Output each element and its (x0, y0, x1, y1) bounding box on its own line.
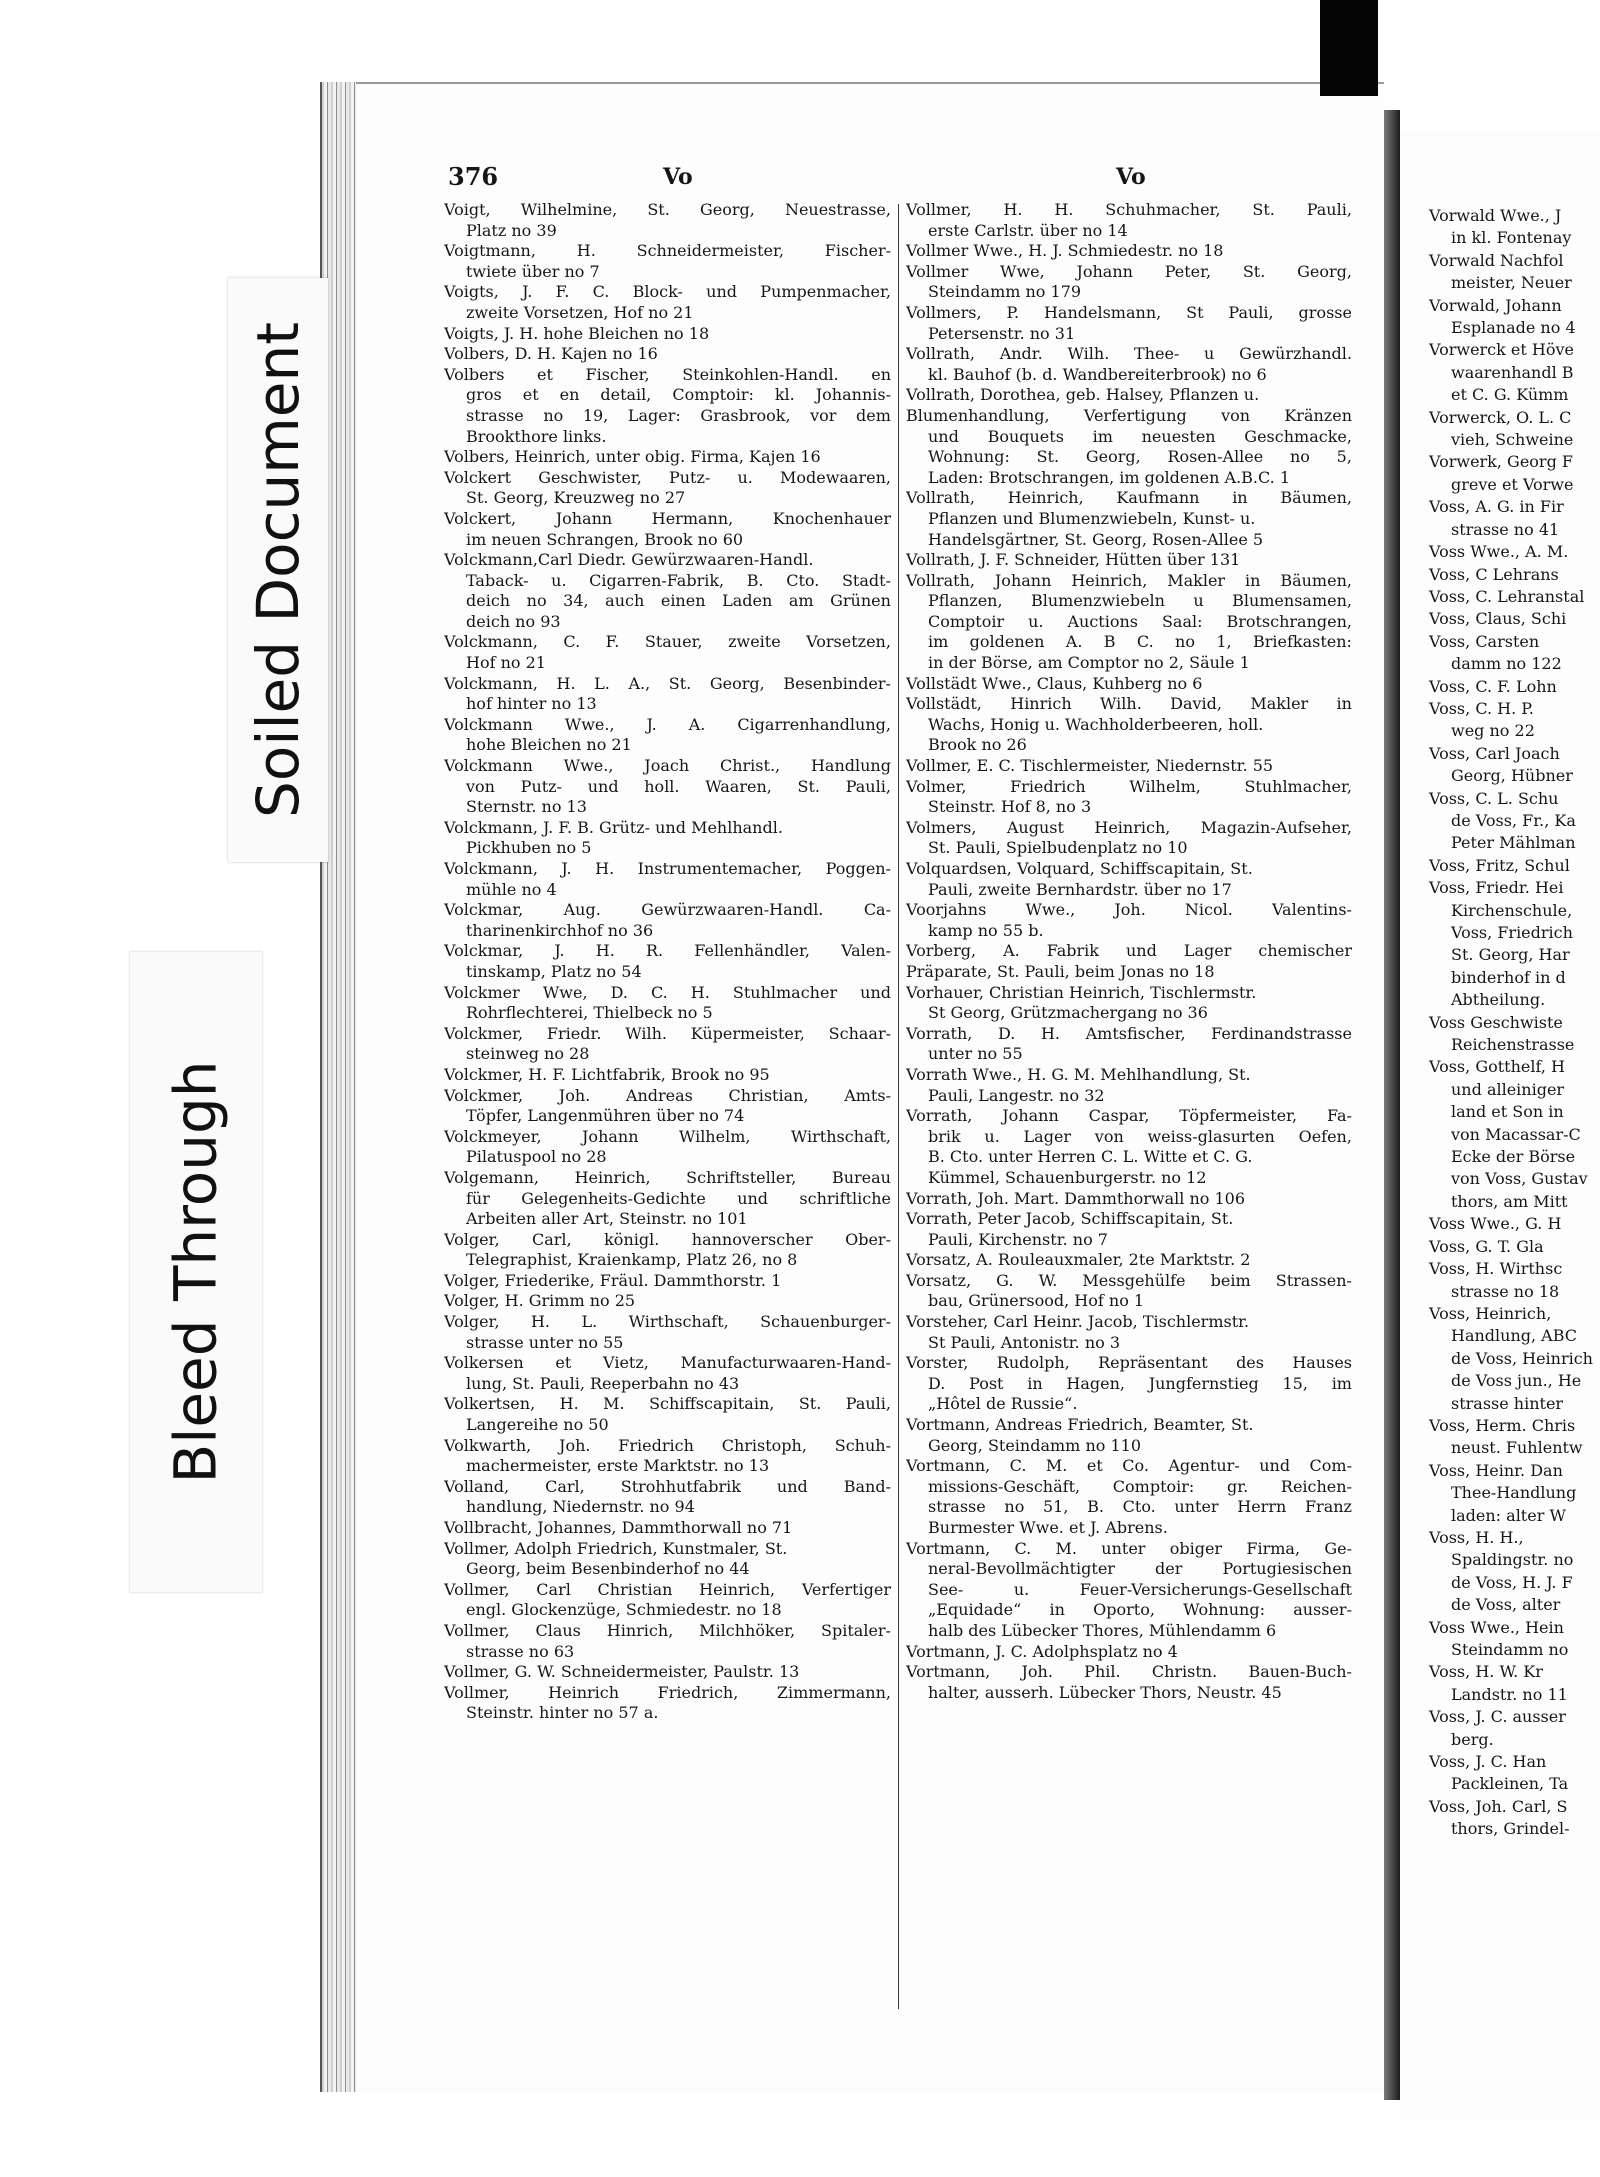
directory-line: von Macassar-C (1451, 1124, 1581, 1144)
directory-line: Wachs, Honig u. Wachholderbeeren, holl. (928, 714, 1264, 734)
directory-line: Volbers et Fischer, Steinkohlen-Handl. en (444, 364, 891, 384)
directory-line: Voss, C. L. Schu (1429, 788, 1559, 808)
directory-line: machermeister, erste Marktstr. no 13 (466, 1456, 770, 1476)
directory-line: Pflanzen, Blumenzwiebeln u Blumensamen, (928, 591, 1352, 611)
directory-line: See- u. Feuer-Versicherungs-Gesellschaft (928, 1579, 1352, 1599)
directory-column-left (444, 200, 891, 1724)
directory-line: binderhof in d (1451, 967, 1566, 987)
directory-line: et C. G. Kümm (1451, 385, 1569, 405)
directory-line: Steindamm no 179 (928, 282, 1082, 302)
directory-line: Vollmer, H. H. Schuhmacher, St. Pauli, (906, 200, 1352, 219)
directory-line: Vollmer, Claus Hinrich, Milchhöker, Spitaler- (444, 1620, 891, 1640)
directory-line: Georg, beim Besenbinderhof no 44 (466, 1559, 750, 1579)
directory-line: Volkwarth, Joh. Friedrich Christoph, Schuh- (444, 1435, 891, 1455)
directory-line: Voss, Carl Joach (1429, 743, 1560, 763)
directory-line: Volckert, Johann Hermann, Knochenhauer (444, 508, 891, 528)
directory-line: St. Pauli, Spielbudenplatz no 10 (928, 838, 1188, 858)
directory-line: Volckmeyer, Johann Wilhelm, Wirthschaft, (444, 1126, 891, 1146)
directory-line: Burmester Wwe. et J. Abrens. (928, 1518, 1168, 1537)
directory-line: im goldenen A. B C. no 1, Briefkasten: (928, 632, 1352, 652)
bleed-through-text: Bleed Through (162, 1060, 231, 1484)
directory-line: strasse hinter (1451, 1393, 1564, 1413)
directory-line: Volckmann, J. F. B. Grütz- und Mehlhandl. (444, 817, 783, 837)
directory-line: neust. Fuhlentw (1451, 1438, 1583, 1458)
directory-line: Voss, C. Lehranstal (1429, 586, 1585, 606)
directory-line: strasse no 51, B. Cto. unter Herrn Franz (928, 1497, 1352, 1517)
directory-line: thors, am Mitt (1451, 1191, 1568, 1211)
directory-line: für Gelegenheits-Gedichte und schriftliche (466, 1188, 891, 1208)
directory-line: Töpfer, Langenmühren über no 74 (466, 1106, 745, 1126)
directory-line: waarenhandl B (1451, 362, 1574, 382)
directory-line: Volckmar, J. H. R. Fellenhändler, Valen- (444, 941, 891, 961)
directory-line: tinskamp, Platz no 54 (466, 961, 642, 981)
directory-line: Voss Wwe., G. H (1429, 1214, 1562, 1234)
directory-line: neral-Bevollmächtigter der Portugiesischen (928, 1559, 1352, 1579)
directory-line: Vollrath, J. F. Schneider, Hütten über 131 (906, 550, 1241, 570)
directory-line: Abtheilung. (1451, 990, 1546, 1010)
directory-line: Volckmann Wwe., Joach Christ., Handlung (444, 756, 891, 776)
directory-line: Voss, Heinr. Dan (1429, 1460, 1563, 1480)
directory-line: strasse no 63 (466, 1641, 575, 1661)
directory-line: Vorwerck, O. L. C (1429, 407, 1572, 427)
directory-line: hof hinter no 13 (466, 694, 597, 714)
directory-line: Vollmer Wwe, Johann Peter, St. Georg, (906, 261, 1352, 281)
directory-column-right (906, 200, 1352, 1703)
directory-line: Hof no 21 (466, 653, 546, 673)
directory-line: Kirchenschule, (1451, 900, 1573, 920)
directory-line: Landstr. no 11 (1451, 1684, 1568, 1704)
directory-line: Volckmann, C. F. Stauer, zweite Vorsetzen, (444, 632, 891, 652)
directory-line: Kümmel, Schauenburgerstr. no 12 (928, 1167, 1207, 1187)
directory-line: St. Georg, Har (1451, 945, 1570, 965)
directory-line: Volger, H. L. Wirthschaft, Schauenburger- (444, 1312, 891, 1332)
directory-line: Peter Mählman (1451, 833, 1576, 853)
directory-line: kl. Bauhof (b. d. Wandbereiterbrook) no 6 (928, 364, 1267, 384)
directory-line: de Voss, Fr., Ka (1451, 810, 1576, 830)
directory-line: engl. Glockenzüge, Schmiedestr. no 18 (466, 1600, 782, 1620)
directory-line: Steinstr. hinter no 57 a. (466, 1703, 659, 1723)
directory-line: Vollstädt Wwe., Claus, Kuhberg no 6 (906, 673, 1203, 693)
directory-line: Handelsgärtner, St. Georg, Rosen-Allee 5 (928, 529, 1264, 549)
directory-line: im neuen Schrangen, Brook no 60 (466, 529, 744, 549)
directory-line: Vorsatz, G. W. Messgehülfe beim Strassen- (906, 1270, 1352, 1290)
directory-line: Voss, Gotthelf, H (1429, 1057, 1565, 1077)
directory-line: Georg, Hübner (1451, 766, 1573, 786)
directory-line: „Hôtel de Russie“. (928, 1394, 1078, 1414)
directory-line: Vortmann, C. M. unter obiger Firma, Ge- (906, 1538, 1352, 1558)
directory-line: Präparate, St. Pauli, beim Jonas no 18 (906, 961, 1215, 981)
directory-line: Pilatuspool no 28 (466, 1147, 607, 1167)
directory-line: laden: alter W (1451, 1505, 1566, 1525)
directory-line: weg no 22 (1451, 721, 1535, 741)
directory-line: Vorster, Rudolph, Repräsentant des Hauses (906, 1353, 1352, 1373)
directory-line: Voss, Heinrich, (1429, 1303, 1552, 1323)
directory-line: Vollrath, Andr. Wilh. Thee- u Gewürzhandl. (906, 344, 1352, 364)
directory-line: zweite Vorsetzen, Hof no 21 (466, 302, 694, 322)
directory-line: Taback- u. Cigarren-Fabrik, B. Cto. Stadt- (466, 570, 891, 590)
directory-line: Volckmann, H. L. A., St. Georg, Besenbinder- (444, 673, 891, 693)
directory-line: Volmers, August Heinrich, Magazin-Aufseher, (906, 817, 1352, 837)
directory-line: Volquardsen, Volquard, Schiffscapitain, St. (906, 859, 1253, 878)
directory-line: Voss, A. G. in Fir (1429, 497, 1564, 517)
directory-line: Pflanzen und Blumenzwiebeln, Kunst- u. (928, 508, 1256, 528)
directory-line: deich no 93 (466, 611, 561, 631)
directory-line: Voorjahns Wwe., Joh. Nicol. Valentins- (906, 900, 1352, 920)
directory-line: Vollmer, Adolph Friedrich, Kunstmaler, St. (444, 1538, 788, 1558)
directory-line: Vorrath, D. H. Amtsfischer, Ferdinandstrasse (906, 1023, 1352, 1043)
directory-line: Brookthore links. (466, 426, 607, 446)
directory-line: strasse unter no 55 (466, 1332, 624, 1352)
directory-line: von Putz- und holl. Waaren, St. Pauli, (466, 776, 891, 796)
directory-line: Volckert Geschwister, Putz- u. Modewaaren, (444, 467, 891, 487)
directory-line: Platz no 39 (466, 220, 557, 240)
directory-line: Handlung, ABC (1451, 1326, 1578, 1346)
directory-line: Steinstr. Hof 8, no 3 (928, 797, 1092, 817)
directory-line: Voss Geschwiste (1429, 1012, 1563, 1032)
directory-line: Vorhauer, Christian Heinrich, Tischlermstr. (906, 982, 1257, 1002)
directory-line: kamp no 55 b. (928, 920, 1044, 940)
directory-line: Comptoir u. Auctions Saal: Brotschrangen, (928, 611, 1352, 631)
directory-line: halb des Lübecker Thores, Mühlendamm 6 (928, 1620, 1277, 1640)
directory-line: berg. (1451, 1729, 1494, 1749)
directory-line: Volger, Carl, königl. hannoverscher Ober- (444, 1229, 891, 1249)
directory-line: Volbers, D. H. Kajen no 16 (444, 344, 658, 364)
directory-line: Vollbracht, Johannes, Dammthorwall no 71 (444, 1518, 793, 1537)
directory-line: handlung, Niedernstr. no 94 (466, 1497, 695, 1517)
column-rule (898, 204, 899, 2009)
directory-line: Vorwerk, Georg F (1429, 452, 1574, 472)
directory-line: St Pauli, Antonistr. no 3 (928, 1332, 1121, 1352)
directory-line: Voss, Fritz, Schul (1429, 855, 1570, 875)
directory-line: strasse no 41 (1451, 519, 1560, 539)
directory-line: Volckmer Wwe, D. C. H. Stuhlmacher und (444, 982, 891, 1002)
directory-line: strasse no 18 (1451, 1281, 1560, 1301)
directory-line: Vortmann, Joh. Phil. Christn. Bauen-Buch- (906, 1662, 1352, 1682)
directory-line: twiete über no 7 (466, 261, 600, 281)
directory-line: unter no 55 (928, 1044, 1023, 1064)
directory-line: Voigt, Wilhelmine, St. Georg, Neuestrasse, (444, 200, 891, 219)
directory-line: Sternstr. no 13 (466, 797, 587, 817)
directory-line: Volckmer, H. F. Lichtfabrik, Brook no 95 (444, 1064, 770, 1084)
directory-line: Vorsatz, A. Rouleauxmaler, 2te Marktstr. 2 (906, 1250, 1251, 1270)
directory-line: St Georg, Grützmachergang no 36 (928, 1003, 1208, 1023)
directory-line: Voss, Carsten (1429, 631, 1540, 651)
directory-line: Voss, Friedr. Hei (1429, 878, 1564, 898)
directory-line: erste Carlstr. über no 14 (928, 220, 1128, 240)
soiled-document-text: Soiled Document (244, 322, 313, 818)
directory-line: Voss, Friedrich (1451, 923, 1573, 942)
directory-line: thors, Grindel- (1451, 1819, 1570, 1839)
directory-line: deich no 34, auch einen Laden am Grünen (466, 591, 891, 611)
directory-line: Volckmer, Friedr. Wilh. Küpermeister, Schaar- (444, 1023, 891, 1043)
directory-line: Petersenstr. no 31 (928, 323, 1076, 343)
directory-line: Volckmann,Carl Diedr. Gewürzwaaren-Handl. (444, 550, 814, 570)
directory-line: gros et en detail, Comptoir: kl. Johannis- (466, 385, 891, 405)
directory-line: Vortmann, J. C. Adolphsplatz no 4 (906, 1641, 1178, 1661)
directory-line: Voss, C. F. Lohn (1429, 676, 1557, 696)
directory-line: de Voss, Heinrich (1451, 1348, 1593, 1368)
directory-line: Vorrath, Joh. Mart. Dammthorwall no 106 (906, 1188, 1245, 1208)
directory-line: Pauli, Kirchenstr. no 7 (928, 1229, 1108, 1249)
directory-line: Vortmann, Andreas Friedrich, Beamter, St. (906, 1415, 1254, 1435)
page-number: 376 (448, 162, 499, 191)
directory-line: Langereihe no 50 (466, 1415, 609, 1435)
directory-line: Voss, G. T. Gla (1429, 1236, 1544, 1256)
directory-line: Voss Wwe., A. M. (1429, 542, 1569, 562)
directory-line: de Voss, H. J. F (1451, 1572, 1573, 1592)
directory-line: Voss, C Lehrans (1429, 564, 1559, 584)
directory-line: lung, St. Pauli, Reeperbahn no 43 (466, 1373, 740, 1393)
directory-line: Volckmer, Joh. Andreas Christian, Amts- (444, 1085, 891, 1105)
directory-line: Volland, Carl, Strohhutfabrik und Band- (444, 1476, 891, 1496)
directory-line: mühle no 4 (466, 879, 557, 899)
directory-line: greve et Vorwe (1451, 474, 1574, 494)
directory-line: Pauli, zweite Bernhardstr. über no 17 (928, 879, 1232, 899)
directory-line: Vorrath Wwe., H. G. M. Mehlhandlung, St. (906, 1064, 1251, 1084)
directory-line: Vollstädt, Hinrich Wilh. David, Makler in (906, 694, 1352, 714)
directory-column-facing-page (1429, 205, 1600, 1841)
directory-line: Wohnung: St. Georg, Rosen-Allee no 5, (928, 447, 1352, 467)
directory-line: missions-Geschäft, Comptoir: gr. Reichen- (928, 1476, 1352, 1496)
directory-line: brik u. Lager von weiss-glasurten Oefen, (928, 1126, 1352, 1146)
directory-line: Volger, H. Grimm no 25 (444, 1291, 636, 1311)
directory-line: Vollmer, G. W. Schneidermeister, Paulstr. 13 (444, 1662, 800, 1682)
running-head (448, 160, 1368, 200)
directory-line: Vollrath, Johann Heinrich, Makler in Bäumen, (906, 570, 1352, 590)
directory-line: Esplanade no 4 (1451, 318, 1576, 338)
directory-line: Vorberg, A. Fabrik und Lager chemischer (906, 941, 1352, 961)
directory-line: Vollmer Wwe., H. J. Schmiedestr. no 18 (906, 241, 1224, 261)
directory-line: „Equidade“ in Oporto, Wohnung: ausser- (928, 1600, 1352, 1620)
running-head-left: Vo (663, 164, 693, 190)
directory-line: Georg, Steindamm no 110 (928, 1435, 1141, 1455)
directory-line: tharinenkirchhof no 36 (466, 920, 654, 940)
directory-line: Steindamm no (1451, 1640, 1569, 1659)
directory-line: Vorwald Wwe., J (1429, 206, 1562, 225)
bleed-through-label (130, 952, 262, 1592)
directory-line: de Voss jun., He (1451, 1371, 1582, 1391)
directory-line: Voss, Herm. Chris (1429, 1415, 1576, 1435)
directory-line: D. Post in Hagen, Jungfernstieg 15, im (928, 1373, 1352, 1393)
directory-line: Vorsteher, Carl Heinr. Jacob, Tischlermstr. (906, 1312, 1250, 1332)
running-head-right: Vo (1116, 164, 1146, 190)
directory-line: Brook no 26 (928, 735, 1027, 755)
directory-line: Voss, J. C. Han (1429, 1752, 1547, 1772)
directory-line: Voss, Joh. Carl, S (1429, 1796, 1568, 1816)
directory-line: in kl. Fontenay (1451, 228, 1572, 248)
directory-line: Voss, J. C. ausser (1429, 1707, 1566, 1727)
directory-line: Volkertsen, H. M. Schiffscapitain, St. Pauli, (444, 1394, 891, 1414)
directory-line: Voss Wwe., Hein (1429, 1617, 1564, 1637)
directory-line: Vollmer, Carl Christian Heinrich, Verfertiger (444, 1579, 891, 1599)
directory-line: vieh, Schweine (1451, 430, 1574, 450)
directory-line: de Voss, alter (1451, 1595, 1561, 1615)
directory-line: halter, ausserh. Lübecker Thors, Neustr. 45 (928, 1682, 1282, 1702)
directory-line: Voss, H. H., (1429, 1527, 1524, 1547)
directory-line: meister, Neuer (1451, 273, 1572, 293)
directory-line: Pickhuben no 5 (466, 838, 592, 858)
scan-border (1320, 0, 1378, 96)
directory-line: Voigts, J. F. C. Block- und Pumpenmacher, (444, 282, 891, 302)
directory-line: Vollmer, E. C. Tischlermeister, Niedernstr. 55 (906, 756, 1274, 776)
directory-line: Voss, Claus, Schi (1429, 609, 1567, 629)
directory-line: Voigts, J. H. hohe Bleichen no 18 (444, 323, 710, 343)
directory-line: B. Cto. unter Herren C. L. Witte et C. G. (928, 1147, 1253, 1167)
directory-line: Vorwald Nachfol (1429, 250, 1564, 270)
directory-line: land et Son in (1451, 1102, 1564, 1122)
directory-line: Vorwerck et Höve (1429, 340, 1574, 360)
directory-line: strasse no 19, Lager: Grasbrook, vor dem (466, 405, 891, 425)
directory-line: Rohrflechterei, Thielbeck no 5 (466, 1003, 713, 1023)
directory-line: Ecke der Börse (1451, 1147, 1576, 1167)
directory-line: Vorrath, Johann Caspar, Töpfermeister, Fa- (906, 1106, 1352, 1126)
directory-line: Vorwald, Johann (1429, 295, 1562, 315)
directory-line: Vorrath, Peter Jacob, Schiffscapitain, St. (906, 1209, 1234, 1229)
directory-line: St. Georg, Kreuzweg no 27 (466, 488, 686, 508)
directory-line: Telegraphist, Kraienkamp, Platz 26, no 8 (466, 1250, 798, 1270)
directory-line: Volger, Friederike, Fräul. Dammthorstr. 1 (444, 1270, 782, 1290)
directory-line: Voss, H. Wirthsc (1429, 1259, 1563, 1279)
directory-line: Volgemann, Heinrich, Schriftsteller, Bureau (444, 1167, 891, 1187)
directory-line: steinweg no 28 (466, 1044, 590, 1064)
directory-line: Volckmann, J. H. Instrumentemacher, Poggen- (444, 859, 891, 878)
directory-line: Laden: Brotschrangen, im goldenen A.B.C. 1 (928, 467, 1291, 487)
soiled-document-label (228, 278, 328, 862)
directory-line: von Voss, Gustav (1451, 1169, 1588, 1189)
directory-line: Vortmann, C. M. et Co. Agentur- und Com- (906, 1456, 1352, 1476)
directory-line: hohe Bleichen no 21 (466, 735, 632, 755)
directory-line: bau, Grünersood, Hof no 1 (928, 1291, 1145, 1311)
directory-line: Pauli, Langestr. no 32 (928, 1085, 1105, 1105)
directory-line: Blumenhandlung, Verfertigung von Kränzen (906, 405, 1352, 425)
directory-line: Spaldingstr. no (1451, 1550, 1574, 1570)
directory-line: Voigtmann, H. Schneidermeister, Fischer- (444, 241, 891, 261)
directory-line: Voss, C. H. P. (1429, 698, 1534, 718)
directory-line: Volkersen et Vietz, Manufacturwaaren-Hand- (444, 1353, 891, 1373)
directory-line: damm no 122 (1451, 654, 1562, 674)
directory-line: und alleiniger (1451, 1079, 1565, 1099)
directory-line: Arbeiten aller Art, Steinstr. no 101 (466, 1209, 748, 1229)
directory-line: Volckmar, Aug. Gewürzwaaren-Handl. Ca- (444, 900, 891, 920)
directory-line: in der Börse, am Comptor no 2, Säule 1 (928, 653, 1250, 673)
directory-line: Vollmers, P. Handelsmann, St Pauli, grosse (906, 302, 1352, 322)
directory-line: Volbers, Heinrich, unter obig. Firma, Kajen 16 (444, 447, 821, 467)
directory-line: Voss, H. W. Kr (1429, 1662, 1543, 1682)
directory-line: Thee-Handlung (1451, 1483, 1577, 1503)
directory-line: Reichenstrasse (1451, 1035, 1575, 1055)
directory-line: Vollrath, Heinrich, Kaufmann in Bäumen, (906, 488, 1352, 508)
directory-line: und Bouquets im neuesten Geschmacke, (928, 426, 1352, 446)
directory-line: Packleinen, Ta (1451, 1774, 1569, 1794)
book-gutter (1384, 110, 1400, 2100)
directory-line: Vollrath, Dorothea, geb. Halsey, Pflanzen u. (906, 385, 1260, 405)
directory-line: Volckmann Wwe., J. A. Cigarrenhandlung, (444, 714, 891, 734)
directory-line: Volmer, Friedrich Wilhelm, Stuhlmacher, (906, 776, 1352, 796)
directory-line: Vollmer, Heinrich Friedrich, Zimmermann, (444, 1682, 891, 1702)
